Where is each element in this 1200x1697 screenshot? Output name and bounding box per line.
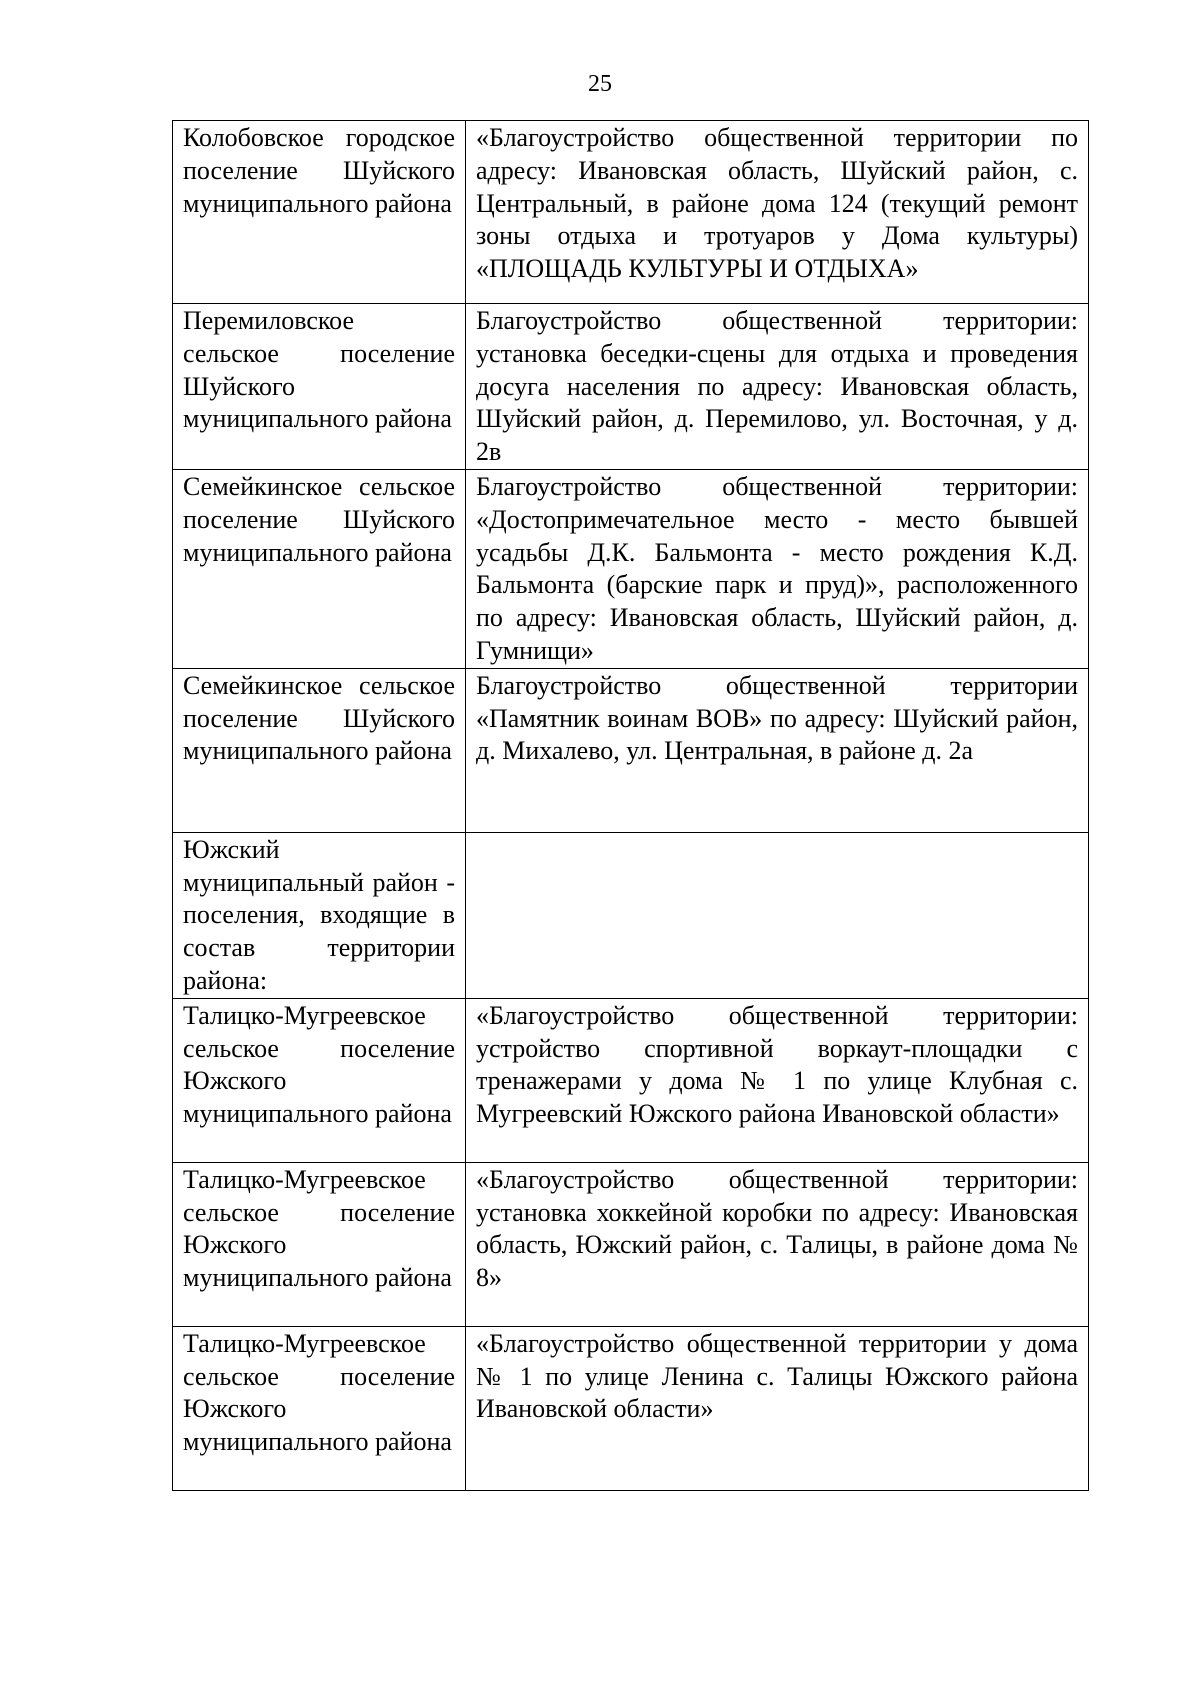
settlement-cell: Талицко-Мугреевское сельское поселение Южского муниципального района — [173, 998, 466, 1162]
settlement-cell: Талицко-Мугреевское сельское поселение Южского муниципального района — [173, 1162, 466, 1326]
table-row — [173, 668, 1089, 832]
settlement-cell: Колобовское городское поселение Шуйского муниципального района — [173, 121, 466, 304]
table-row — [173, 121, 1089, 304]
table-row — [173, 1326, 1089, 1490]
settlement-cell: Перемиловское сельское поселение Шуйского муниципального района — [173, 304, 466, 470]
settlement-cell: Талицко-Мугреевское сельское поселение Южского муниципального района — [173, 1326, 466, 1490]
project-cell: Благоустройство общественной территории: установка беседки-сцены для отдыха и проведения досуга населения по адресу: Ивановская область, Шуйский район, д. Перемилово, ул. Восточная, у д. 2в — [466, 304, 1089, 470]
table-row — [173, 998, 1089, 1162]
page-number: 25 — [588, 71, 612, 97]
project-cell — [466, 832, 1089, 998]
improvement-projects-table — [172, 120, 1089, 1491]
project-cell: «Благоустройство общественной территории по адресу: Ивановская область, Шуйский район, с. Центральный, в районе дома 124 (текущий ремонт зоны отдыха и тротуаров у Дома культуры) «ПЛОЩАДЬ КУЛЬТУРЫ И ОТДЫХА» — [466, 121, 1089, 304]
settlement-cell: Семейкинское сельское поселение Шуйского муниципального района — [173, 668, 466, 832]
table-row — [173, 304, 1089, 470]
project-cell: Благоустройство общественной территории: «Достопримечательное место - место бывшей усадьбы Д.К. Бальмонта - место рождения К.Д. Бальмонта (барские парк и пруд)», расположенного по адресу: Ивановская область, Шуйский район, д. Гумнищи» — [466, 469, 1089, 668]
project-cell: «Благоустройство общественной территории: установка хоккейной коробки по адресу: Ивановская область, Южский район, с. Талицы, в районе дома № 8» — [466, 1162, 1089, 1326]
project-cell: «Благоустройство общественной территории: устройство спортивной воркаут-площадки с тренажерами у дома № 1 по улице Клубная с. Мугреевский Южского района Ивановской области» — [466, 998, 1089, 1162]
settlement-cell: Семейкинское сельское поселение Шуйского муниципального района — [173, 469, 466, 668]
settlement-cell: Южский муниципальный район - поселения, входящие в состав территории района: — [173, 832, 466, 998]
project-cell: «Благоустройство общественной территории у дома № 1 по улице Ленина с. Талицы Южского района Ивановской области» — [466, 1326, 1089, 1490]
table-row — [173, 469, 1089, 668]
table-row — [173, 832, 1089, 998]
table-row — [173, 1162, 1089, 1326]
project-cell: Благоустройство общественной территории «Памятник воинам ВОВ» по адресу: Шуйский район, д. Михалево, ул. Центральная, в районе д. 2а — [466, 668, 1089, 832]
